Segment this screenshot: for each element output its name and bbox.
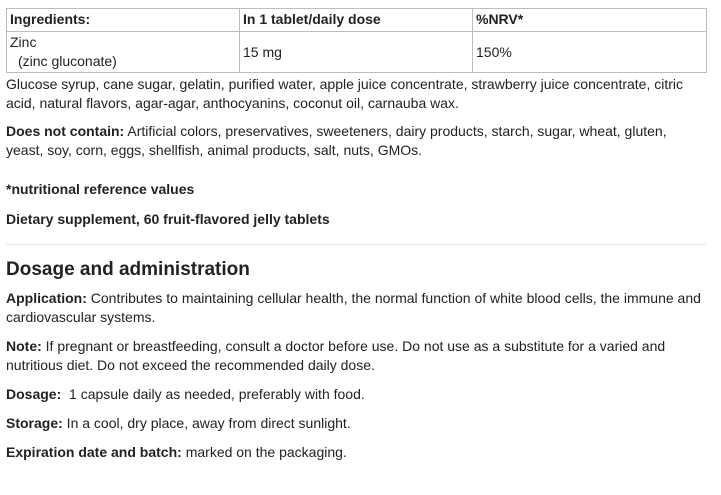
expiration-label: Expiration date and batch: <box>6 444 182 460</box>
application <box>6 289 706 327</box>
dose-cell: 15 mg <box>240 32 473 73</box>
application-text: Contributes to maintaining cellular health, the normal function of white blood cells, the immune and cardiovascular systems. <box>6 290 701 325</box>
header-ingredients: Ingredients: <box>7 9 240 32</box>
note <box>6 337 706 375</box>
storage <box>6 414 706 433</box>
expiration-text: marked on the packaging. <box>181 444 347 460</box>
expiration <box>6 443 706 462</box>
application-label: Application: <box>6 290 87 306</box>
dosage-text: 1 capsule daily as needed, preferably with food. <box>61 386 365 402</box>
storage-text: In a cool, dry place, away from direct sunlight. <box>62 415 351 431</box>
does-not-contain-text: Artificial colors, preservatives, sweeteners, dairy products, starch, sugar, wheat, gluten, yeast, soy, corn, eggs, shellfish, animal products, salt, nuts, GMOs. <box>6 123 667 158</box>
table-header-row <box>7 9 707 32</box>
does-not-contain <box>6 122 706 160</box>
supplement-note-text: Dietary supplement, 60 fruit-flavored jelly tablets <box>6 211 330 227</box>
nrv-note-text: *nutritional reference values <box>6 181 195 197</box>
dosage <box>6 385 706 404</box>
header-nrv: %NRV* <box>473 9 707 32</box>
ingredients-list: Glucose syrup, cane sugar, gelatin, purified water, apple juice concentrate, strawberry juice concentrate, citric acid, natural flavors, agar-agar, anthocyanins, coconut oil, carnauba wax. <box>6 76 684 111</box>
nrv-note <box>6 180 706 199</box>
header-daily-dose: In 1 tablet/daily dose <box>240 9 473 32</box>
note-label: Note: <box>6 338 42 354</box>
section-divider <box>6 244 706 245</box>
dosage-label: Dosage: <box>6 386 62 402</box>
product-info <box>6 8 706 462</box>
ingredient-cell <box>7 32 240 73</box>
note-text: If pregnant or breastfeeding, consult a doctor before use. Do not use as a substitute for a varied and nutritious diet. Do not exceed the recommended daily dose. <box>6 338 666 373</box>
section-title: Dosage and administration <box>6 259 250 280</box>
table-row <box>7 32 707 73</box>
does-not-contain-label: Does not contain: <box>6 123 125 139</box>
ingredient-name: Zinc <box>10 34 37 50</box>
nutrition-table <box>6 8 707 73</box>
storage-label: Storage: <box>6 415 63 431</box>
supplement-note <box>6 210 706 229</box>
ingredient-form: (zinc gluconate) <box>18 53 117 69</box>
nrv-cell: 150% <box>473 32 707 73</box>
